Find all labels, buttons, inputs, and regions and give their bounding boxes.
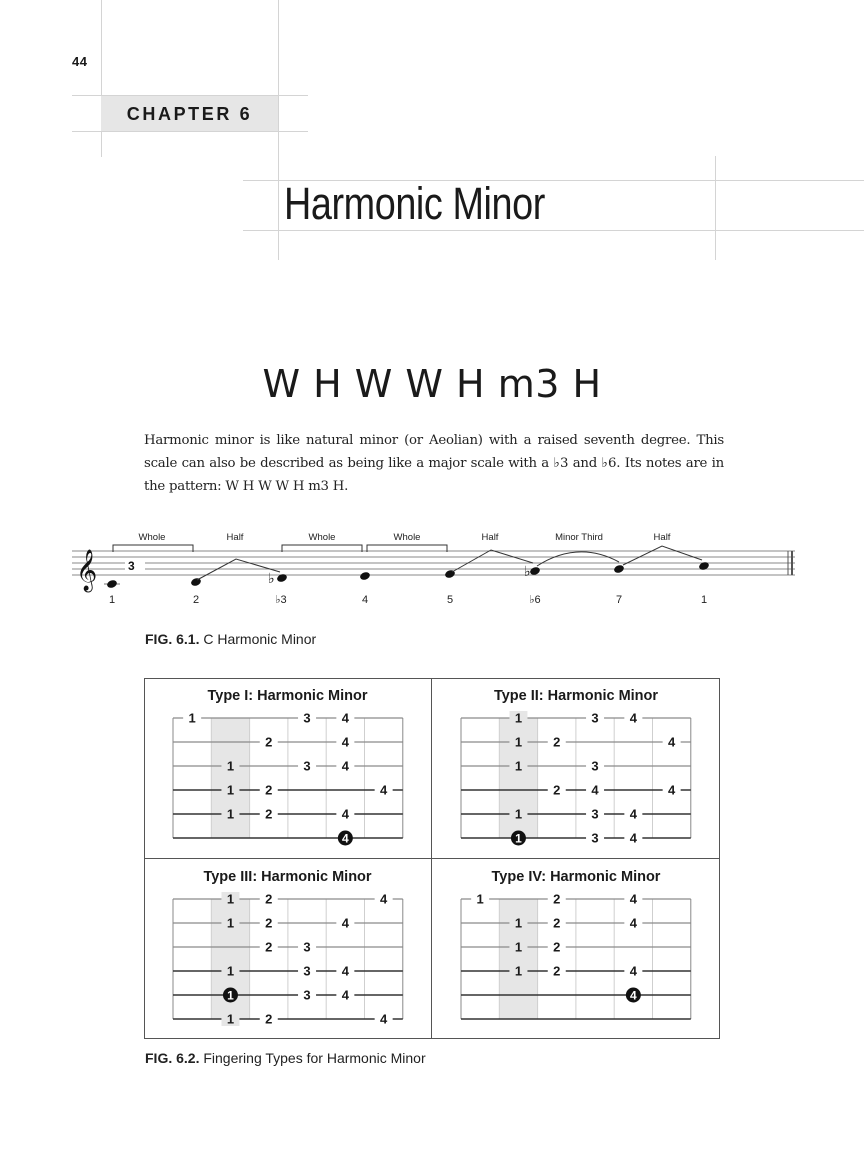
svg-text:Half: Half [653,532,671,543]
svg-text:Half: Half [226,532,244,543]
finger-number: 3 [303,987,311,1003]
finger-number: 2 [265,782,273,798]
diagram-title-type-3: Type III: Harmonic Minor [203,869,372,885]
finger-number: 3 [303,939,311,955]
finger-number: 1 [226,891,235,907]
finger-number: 1 [226,963,235,979]
finger-number: 2 [265,891,273,907]
finger-number: 3 [591,758,599,774]
finger-number: 4 [380,891,388,907]
interval-pattern-heading: W H W W H m3 H [262,362,602,406]
finger-number: 1 [514,963,523,979]
root-finger-number: 1 [515,831,522,846]
diagram-title-type-4: Type IV: Harmonic Minor [491,869,661,885]
chapter-label: CHAPTER 6 [126,104,253,124]
finger-number: 1 [514,939,523,955]
finger-number: 4 [341,734,349,750]
finger-number: 4 [380,782,388,798]
diagram-title-type-2: Type II: Harmonic Minor [493,688,659,704]
finger-number: 3 [591,806,599,822]
svg-text:5: 5 [446,594,454,606]
svg-text:♭6: ♭6 [529,594,541,606]
svg-text:Whole: Whole [393,532,421,543]
finger-number: 2 [553,939,561,955]
svg-text:Minor Third: Minor Third [555,532,603,543]
finger-number: 4 [668,782,676,798]
finger-number: 1 [226,782,235,798]
finger-number: 2 [265,939,273,955]
finger-number: 4 [629,806,637,822]
finger-number: 2 [265,1011,273,1027]
finger-number: 2 [265,915,273,931]
svg-text:Whole: Whole [308,532,336,543]
finger-number: 4 [341,987,349,1003]
figure-6-2-text: Fingering Types for Harmonic Minor [203,1050,426,1066]
page-title: Harmonic Minor [284,178,545,229]
svg-text:♭: ♭ [268,570,275,586]
finger-number: 2 [553,963,561,979]
finger-number: 1 [514,915,523,931]
finger-number: 1 [514,806,523,822]
finger-number: 3 [591,830,599,846]
finger-number: 1 [226,915,235,931]
svg-text:♭3: ♭3 [275,594,287,606]
svg-text:4: 4 [361,594,369,606]
finger-number: 3 [303,963,311,979]
finger-number: 3 [303,710,311,726]
finger-number: 4 [629,830,637,846]
finger-number: 2 [265,734,273,750]
svg-text:1: 1 [108,594,116,606]
finger-number: 2 [553,782,561,798]
diagram-title-type-1: Type I: Harmonic Minor [207,688,368,704]
finger-number: 4 [629,915,637,931]
figure-6-1-text: C Harmonic Minor [203,631,317,647]
finger-number: 4 [629,963,637,979]
svg-text:Whole: Whole [138,532,166,543]
finger-number: 4 [380,1011,388,1027]
page-number: 44 [72,54,88,69]
finger-number: 2 [553,915,561,931]
finger-number: 4 [341,758,349,774]
svg-text:7: 7 [615,594,623,606]
finger-number: 3 [303,758,311,774]
finger-number: 4 [629,710,637,726]
finger-number: 1 [514,710,523,726]
finger-number: 1 [514,758,523,774]
finger-number: 4 [341,963,349,979]
finger-number: 3 [591,710,599,726]
finger-number: 2 [553,734,561,750]
fingering-mark: 3 [128,559,135,573]
figure-6-2-caption [145,1050,426,1066]
finger-number: 4 [629,891,637,907]
treble-clef-icon: 𝄞 [76,549,98,590]
figure-6-1-label: FIG. 6.1. [145,631,200,647]
figure-6-2-label: FIG. 6.2. [145,1050,200,1066]
svg-text:1: 1 [700,594,708,606]
finger-number: 1 [476,891,484,907]
finger-number: 1 [226,806,235,822]
body-paragraph: Harmonic minor is like natural minor (or Aeolian) with a raised seventh degree. This scale can also be described as being like a major scale with a ♭3 and ♭6. Its notes are in the pattern: W H W W H m3 H. [144,433,724,494]
finger-number: 2 [553,891,561,907]
root-finger-number: 4 [630,988,637,1003]
finger-number: 4 [341,710,349,726]
root-finger-number: 4 [342,831,349,846]
finger-number: 4 [668,734,676,750]
finger-number: 4 [591,782,599,798]
svg-text:2: 2 [192,594,200,606]
finger-number: 4 [341,915,349,931]
root-finger-number: 1 [227,988,234,1003]
finger-number: 1 [226,758,235,774]
svg-text:Half: Half [481,532,499,543]
finger-number: 1 [188,710,196,726]
finger-number: 4 [341,806,349,822]
finger-number: 1 [514,734,523,750]
finger-number: 1 [226,1011,235,1027]
finger-number: 2 [265,806,273,822]
svg-text:♭: ♭ [524,563,531,579]
